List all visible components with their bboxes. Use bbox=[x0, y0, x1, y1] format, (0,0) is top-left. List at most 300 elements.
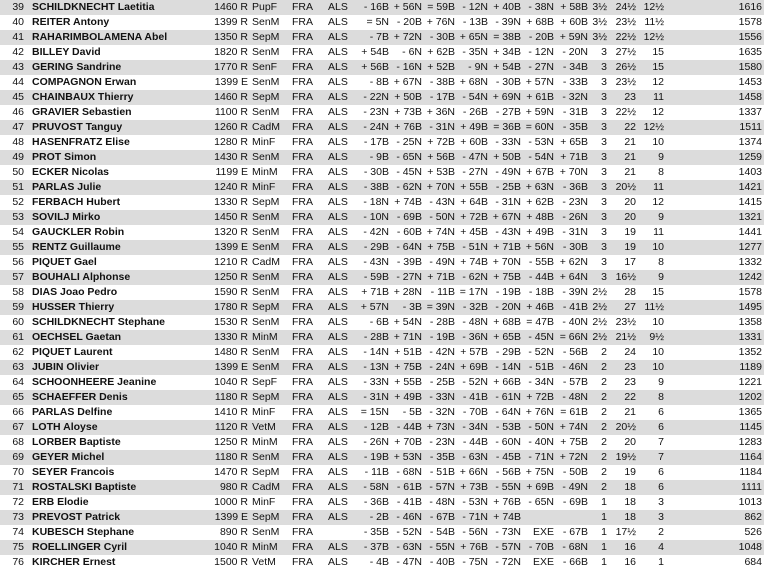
federation: FRA bbox=[292, 121, 313, 133]
round-2: + 75B bbox=[394, 361, 422, 373]
league: ALS bbox=[328, 91, 348, 103]
tiebreak-1: 22½ bbox=[615, 106, 636, 118]
table-row bbox=[0, 180, 764, 195]
round-1: + 56B bbox=[361, 61, 389, 73]
elo-rating: 1590 R bbox=[214, 286, 248, 298]
performance: 1441 bbox=[738, 226, 762, 238]
round-1: - 31N bbox=[363, 391, 389, 403]
league: ALS bbox=[328, 466, 348, 478]
points: 3 bbox=[601, 211, 607, 223]
round-7: - 20N bbox=[562, 46, 588, 58]
tiebreak-1: 21 bbox=[624, 166, 636, 178]
elo-rating: 1320 R bbox=[214, 226, 248, 238]
tiebreak-2: 10 bbox=[652, 241, 664, 253]
category: MinM bbox=[252, 166, 278, 178]
round-4: - 63N bbox=[462, 451, 488, 463]
category: SenM bbox=[252, 76, 280, 88]
federation: FRA bbox=[292, 61, 313, 73]
table-row bbox=[0, 90, 764, 105]
category: CadM bbox=[252, 481, 281, 493]
elo-rating: 1399 E bbox=[214, 76, 248, 88]
table-row bbox=[0, 150, 764, 165]
round-7: - 31B bbox=[562, 106, 588, 118]
league: ALS bbox=[328, 241, 348, 253]
rank-cell: 73 bbox=[12, 511, 24, 523]
table-row bbox=[0, 225, 764, 240]
round-4: - 12N bbox=[462, 1, 488, 13]
round-2: + 73B bbox=[394, 106, 422, 118]
round-4: - 26B bbox=[462, 106, 488, 118]
league: ALS bbox=[328, 361, 348, 373]
rank-cell: 59 bbox=[12, 301, 24, 313]
performance: 684 bbox=[744, 556, 762, 568]
round-7: - 23N bbox=[562, 196, 588, 208]
round-5: + 70N bbox=[492, 256, 521, 268]
round-7: + 71B bbox=[560, 151, 588, 163]
tiebreak-2: 12½ bbox=[643, 1, 664, 13]
tiebreak-2: 15 bbox=[652, 46, 664, 58]
round-4: - 44B bbox=[462, 436, 488, 448]
round-5: - 53B bbox=[495, 421, 521, 433]
round-4: + 60B bbox=[460, 136, 488, 148]
player-name: GRAVIER Sebastien bbox=[32, 106, 132, 118]
round-1: - 8B bbox=[369, 76, 389, 88]
table-row bbox=[0, 195, 764, 210]
performance: 1242 bbox=[738, 271, 762, 283]
player-name: SCHILDKNECHT Laetitia bbox=[32, 1, 155, 13]
tiebreak-1: 23½ bbox=[615, 316, 636, 328]
league: ALS bbox=[328, 106, 348, 118]
tiebreak-2: 7 bbox=[658, 436, 664, 448]
player-name: OECHSEL Gaetan bbox=[32, 331, 122, 343]
tiebreak-1: 21 bbox=[624, 406, 636, 418]
round-6: EXE bbox=[532, 556, 554, 568]
league: ALS bbox=[328, 61, 348, 73]
elo-rating: 980 R bbox=[219, 481, 248, 493]
points: 3 bbox=[601, 61, 607, 73]
federation: FRA bbox=[292, 511, 313, 523]
league: ALS bbox=[328, 196, 348, 208]
round-5: - 72N bbox=[495, 556, 521, 568]
tiebreak-2: 15 bbox=[652, 61, 664, 73]
points: 2 bbox=[601, 481, 607, 493]
round-2: - 41B bbox=[396, 496, 422, 508]
points: 3 bbox=[601, 136, 607, 148]
tiebreak-1: 17 bbox=[624, 256, 636, 268]
player-name: BILLEY David bbox=[32, 46, 101, 58]
round-4: + 73B bbox=[460, 481, 488, 493]
table-row bbox=[0, 375, 764, 390]
rank-cell: 71 bbox=[12, 481, 24, 493]
category: MinM bbox=[252, 331, 278, 343]
round-4: + 72B bbox=[460, 211, 488, 223]
round-2: - 45N bbox=[396, 166, 422, 178]
round-7: - 26N bbox=[562, 211, 588, 223]
round-6: + 76N bbox=[525, 406, 554, 418]
table-row bbox=[0, 270, 764, 285]
round-6: EXE bbox=[532, 526, 554, 538]
round-6: + 69B bbox=[526, 481, 554, 493]
round-3: - 11B bbox=[430, 286, 455, 298]
round-2: - 16N bbox=[396, 61, 422, 73]
round-7: + 60B bbox=[560, 16, 588, 28]
table-row bbox=[0, 360, 764, 375]
federation: FRA bbox=[292, 361, 313, 373]
round-2: - 20B bbox=[396, 16, 422, 28]
federation: FRA bbox=[292, 466, 313, 478]
federation: FRA bbox=[292, 166, 313, 178]
round-1: - 37B bbox=[363, 541, 389, 553]
round-5: - 56B bbox=[495, 466, 521, 478]
points: 3½ bbox=[592, 1, 607, 13]
points: 3 bbox=[601, 181, 607, 193]
round-7: - 36B bbox=[562, 181, 588, 193]
performance: 1403 bbox=[738, 166, 762, 178]
performance: 1453 bbox=[738, 76, 762, 88]
elo-rating: 1250 R bbox=[214, 271, 248, 283]
round-1: - 22N bbox=[363, 91, 389, 103]
round-2: - 6N bbox=[402, 46, 422, 58]
round-3: = 59B bbox=[427, 1, 455, 13]
points: 2½ bbox=[592, 301, 607, 313]
round-3: + 53B bbox=[427, 166, 455, 178]
round-6: + 49B bbox=[526, 226, 554, 238]
category: SenM bbox=[252, 151, 280, 163]
category: MinF bbox=[252, 406, 276, 418]
round-3: + 36N bbox=[426, 106, 455, 118]
tiebreak-2: 3 bbox=[658, 496, 664, 508]
round-5: - 29B bbox=[495, 346, 521, 358]
round-2: + 72N bbox=[393, 31, 422, 43]
round-3: - 67B bbox=[429, 511, 455, 523]
points: 3 bbox=[601, 196, 607, 208]
table-row bbox=[0, 15, 764, 30]
category: SepF bbox=[252, 376, 278, 388]
round-1: - 18N bbox=[363, 196, 389, 208]
round-4: - 35N bbox=[462, 46, 488, 58]
round-2: + 56N bbox=[393, 1, 422, 13]
round-3: + 56B bbox=[427, 151, 455, 163]
league: ALS bbox=[328, 256, 348, 268]
tiebreak-1: 20 bbox=[624, 211, 636, 223]
tiebreak-1: 19 bbox=[624, 241, 636, 253]
tiebreak-2: 8 bbox=[658, 256, 664, 268]
tiebreak-1: 23 bbox=[624, 91, 636, 103]
player-name: ECKER Nicolas bbox=[32, 166, 110, 178]
player-name: KUBESCH Stephane bbox=[32, 526, 135, 538]
table-row bbox=[0, 210, 764, 225]
points: 3½ bbox=[592, 31, 607, 43]
round-5: + 71B bbox=[493, 241, 521, 253]
federation: FRA bbox=[292, 91, 313, 103]
tiebreak-2: 4 bbox=[658, 541, 664, 553]
category: SepM bbox=[252, 301, 280, 313]
round-7: - 39N bbox=[562, 286, 588, 298]
round-1: - 12B bbox=[363, 421, 389, 433]
tiebreak-1: 19½ bbox=[615, 451, 636, 463]
rank-cell: 42 bbox=[12, 46, 24, 58]
tiebreak-1: 24 bbox=[624, 346, 636, 358]
round-7: - 35B bbox=[562, 121, 588, 133]
points: 3 bbox=[601, 76, 607, 88]
category: SepM bbox=[252, 196, 280, 208]
round-1: - 58N bbox=[363, 481, 389, 493]
tiebreak-2: 9½ bbox=[649, 331, 664, 343]
league: ALS bbox=[328, 286, 348, 298]
points: 1 bbox=[601, 541, 607, 553]
round-4: - 32B bbox=[462, 301, 488, 313]
round-2: + 76B bbox=[394, 121, 422, 133]
performance: 1164 bbox=[739, 451, 762, 463]
round-5: - 73N bbox=[495, 526, 521, 538]
round-3: - 40B bbox=[429, 556, 455, 568]
league: ALS bbox=[328, 511, 348, 523]
tiebreak-2: 12 bbox=[652, 196, 664, 208]
rank-cell: 72 bbox=[12, 496, 24, 508]
federation: FRA bbox=[292, 346, 313, 358]
round-4: - 54N bbox=[462, 91, 488, 103]
player-name: PREVOST Patrick bbox=[32, 511, 121, 523]
elo-rating: 1350 R bbox=[214, 31, 248, 43]
round-6: - 38N bbox=[528, 1, 554, 13]
elo-rating: 1460 R bbox=[214, 91, 248, 103]
points: 3 bbox=[601, 256, 607, 268]
round-5: + 67N bbox=[492, 211, 521, 223]
league: ALS bbox=[328, 541, 348, 553]
round-3: - 24N bbox=[429, 361, 455, 373]
round-3: - 30B bbox=[429, 31, 455, 43]
round-7: + 74N bbox=[559, 421, 588, 433]
rank-cell: 58 bbox=[12, 286, 24, 298]
player-name: BOUHALI Alphonse bbox=[32, 271, 131, 283]
federation: FRA bbox=[292, 31, 313, 43]
player-name: PIQUET Gael bbox=[32, 256, 97, 268]
round-6: - 53N bbox=[528, 136, 554, 148]
round-5: - 64N bbox=[495, 406, 521, 418]
round-5: - 31N bbox=[495, 196, 521, 208]
round-1: - 19B bbox=[363, 451, 389, 463]
elo-rating: 1770 R bbox=[214, 61, 248, 73]
round-4: - 52N bbox=[462, 376, 488, 388]
federation: FRA bbox=[292, 256, 313, 268]
tiebreak-2: 3 bbox=[658, 511, 664, 523]
performance: 1415 bbox=[738, 196, 762, 208]
federation: FRA bbox=[292, 181, 313, 193]
round-1: - 16B bbox=[363, 1, 389, 13]
tiebreak-2: 9 bbox=[658, 376, 664, 388]
tiebreak-1: 28 bbox=[624, 286, 636, 298]
round-1: - 13N bbox=[363, 361, 389, 373]
round-1: + 54B bbox=[361, 46, 389, 58]
round-4: - 36N bbox=[462, 331, 488, 343]
elo-rating: 1180 R bbox=[214, 451, 248, 463]
rank-cell: 62 bbox=[12, 346, 24, 358]
table-row bbox=[0, 435, 764, 450]
elo-rating: 1780 R bbox=[214, 301, 248, 313]
league: ALS bbox=[328, 376, 348, 388]
player-name: HASENFRATZ Elise bbox=[32, 136, 130, 148]
round-7: - 48N bbox=[562, 391, 588, 403]
round-7: - 30B bbox=[562, 241, 588, 253]
round-6: - 44B bbox=[528, 271, 554, 283]
points: 2 bbox=[601, 391, 607, 403]
elo-rating: 1280 R bbox=[214, 136, 248, 148]
federation: FRA bbox=[292, 541, 313, 553]
round-1: - 14N bbox=[363, 346, 389, 358]
round-3: - 51B bbox=[429, 466, 455, 478]
round-3: - 55N bbox=[429, 541, 455, 553]
points: 2 bbox=[601, 346, 607, 358]
round-7: - 41B bbox=[562, 301, 588, 313]
round-4: + 45B bbox=[460, 226, 488, 238]
federation: FRA bbox=[292, 136, 313, 148]
points: 2½ bbox=[592, 316, 607, 328]
rank-cell: 50 bbox=[12, 166, 24, 178]
tiebreak-2: 12 bbox=[652, 106, 664, 118]
player-name: REITER Antony bbox=[32, 16, 110, 28]
round-2: - 3B bbox=[402, 301, 422, 313]
round-5: - 49N bbox=[495, 166, 521, 178]
round-5: - 19B bbox=[495, 286, 521, 298]
round-5: + 40B bbox=[493, 1, 521, 13]
round-7: - 46N bbox=[562, 361, 588, 373]
round-3: + 75B bbox=[427, 241, 455, 253]
round-3: - 17B bbox=[429, 91, 455, 103]
round-5: + 50B bbox=[493, 151, 521, 163]
performance: 1578 bbox=[738, 286, 762, 298]
round-3: + 62B bbox=[427, 46, 455, 58]
league: ALS bbox=[328, 121, 348, 133]
round-7: - 68N bbox=[562, 541, 588, 553]
league: ALS bbox=[328, 316, 348, 328]
round-1: - 35B bbox=[363, 526, 389, 538]
round-3: + 74N bbox=[426, 226, 455, 238]
category: SenM bbox=[252, 211, 280, 223]
federation: FRA bbox=[292, 76, 313, 88]
elo-rating: 1240 R bbox=[214, 181, 248, 193]
round-5: - 57N bbox=[495, 541, 521, 553]
round-2: - 62N bbox=[396, 181, 422, 193]
rank-cell: 66 bbox=[12, 406, 24, 418]
federation: FRA bbox=[292, 151, 313, 163]
round-4: - 51N bbox=[462, 241, 488, 253]
round-4: - 53N bbox=[462, 496, 488, 508]
round-6: - 20B bbox=[528, 31, 554, 43]
rank-cell: 64 bbox=[12, 376, 24, 388]
round-2: + 70B bbox=[394, 436, 422, 448]
player-name: SEYER Francois bbox=[32, 466, 115, 478]
round-6: + 63N bbox=[525, 181, 554, 193]
round-3: - 43N bbox=[429, 196, 455, 208]
federation: FRA bbox=[292, 241, 313, 253]
round-6: - 50N bbox=[528, 421, 554, 433]
league: ALS bbox=[328, 31, 348, 43]
round-5: - 39N bbox=[495, 16, 521, 28]
category: SepM bbox=[252, 511, 280, 523]
category: VetM bbox=[252, 421, 276, 433]
round-5: - 45B bbox=[495, 451, 521, 463]
player-name: CHAINBAUX Thierry bbox=[32, 91, 134, 103]
federation: FRA bbox=[292, 376, 313, 388]
round-2: - 44B bbox=[396, 421, 422, 433]
round-4: - 41B bbox=[462, 391, 488, 403]
rank-cell: 68 bbox=[12, 436, 24, 448]
federation: FRA bbox=[292, 226, 313, 238]
player-name: JUBIN Olivier bbox=[32, 361, 100, 373]
points: 1 bbox=[601, 556, 607, 568]
points: 1 bbox=[601, 526, 607, 538]
round-3: - 49N bbox=[429, 256, 455, 268]
round-3: - 19B bbox=[429, 331, 455, 343]
round-4: + 76B bbox=[460, 541, 488, 553]
player-name: RAHARIMBOLAMENA Abel bbox=[32, 31, 168, 43]
elo-rating: 1410 R bbox=[214, 406, 248, 418]
federation: FRA bbox=[292, 451, 313, 463]
performance: 1352 bbox=[738, 346, 762, 358]
player-name: LORBER Baptiste bbox=[32, 436, 121, 448]
round-2: - 5B bbox=[402, 406, 422, 418]
tiebreak-1: 26½ bbox=[615, 61, 636, 73]
performance: 1358 bbox=[738, 316, 762, 328]
performance: 1495 bbox=[738, 301, 762, 313]
elo-rating: 1210 R bbox=[214, 256, 248, 268]
round-2: - 46N bbox=[396, 511, 422, 523]
tiebreak-1: 23½ bbox=[615, 76, 636, 88]
round-6: - 55B bbox=[528, 256, 554, 268]
player-name: PIQUET Laurent bbox=[32, 346, 113, 358]
rank-cell: 70 bbox=[12, 466, 24, 478]
category: SenM bbox=[252, 526, 280, 538]
round-4: - 47N bbox=[462, 151, 488, 163]
federation: FRA bbox=[292, 16, 313, 28]
round-5: + 65B bbox=[493, 331, 521, 343]
points: 2 bbox=[601, 451, 607, 463]
performance: 1365 bbox=[738, 406, 762, 418]
table-row bbox=[0, 315, 764, 330]
points: 3 bbox=[601, 226, 607, 238]
elo-rating: 1430 R bbox=[214, 151, 248, 163]
round-7: - 69B bbox=[562, 496, 588, 508]
round-3: - 28B bbox=[429, 316, 455, 328]
round-5: - 30B bbox=[495, 76, 521, 88]
table-row bbox=[0, 255, 764, 270]
round-3: + 73N bbox=[426, 421, 455, 433]
rank-cell: 69 bbox=[12, 451, 24, 463]
round-1: - 30B bbox=[363, 166, 389, 178]
points: 2½ bbox=[592, 331, 607, 343]
league bbox=[326, 525, 356, 540]
performance: 1556 bbox=[738, 31, 762, 43]
performance: 1111 bbox=[740, 481, 762, 493]
elo-rating: 1399 R bbox=[214, 16, 248, 28]
performance: 1145 bbox=[739, 421, 762, 433]
round-7 bbox=[556, 510, 590, 525]
category: SenF bbox=[252, 61, 278, 73]
tiebreak-1: 23 bbox=[624, 376, 636, 388]
round-6: - 18B bbox=[528, 286, 554, 298]
federation: FRA bbox=[292, 526, 313, 538]
federation: FRA bbox=[292, 286, 313, 298]
round-2: - 65N bbox=[396, 151, 422, 163]
points: 3 bbox=[601, 241, 607, 253]
category: SenM bbox=[252, 286, 280, 298]
elo-rating: 1100 R bbox=[214, 106, 248, 118]
round-6: + 57N bbox=[525, 76, 554, 88]
rank-cell: 75 bbox=[12, 541, 24, 553]
round-5: - 20N bbox=[495, 301, 521, 313]
performance: 1013 bbox=[738, 496, 762, 508]
federation: FRA bbox=[292, 301, 313, 313]
